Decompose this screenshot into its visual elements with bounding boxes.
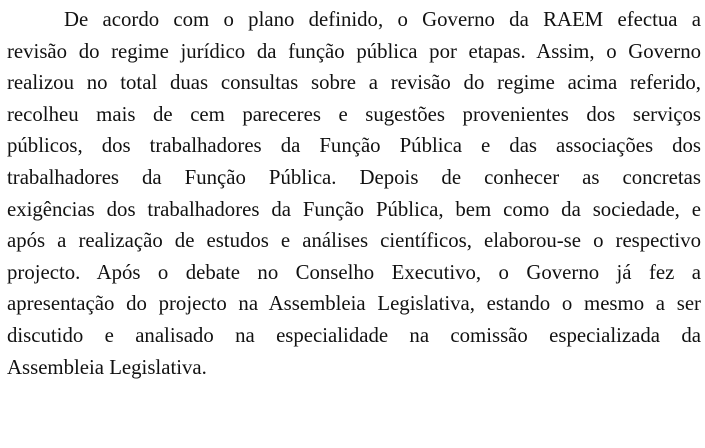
paragraph-line: trabalhadores da Função Pública. Depois de conhecer as concretas [7, 165, 701, 189]
paragraph-line: públicos, dos trabalhadores da Função Pública e das associações dos [7, 134, 701, 158]
paragraph-line: realizou no total duas consultas sobre a revisão do regime acima referido, [7, 71, 701, 95]
paragraph-line: recolheu mais de cem pareceres e sugestões provenientes dos serviços [7, 102, 701, 126]
paragraph-line: revisão do regime jurídico da função pública por etapas. Assim, o Governo [7, 39, 701, 63]
paragraph-line: após a realização de estudos e análises científicos, elaborou-se o respectivo [7, 229, 701, 253]
paragraph-line: Assembleia Legislativa. [7, 355, 207, 379]
paragraph-line: De acordo com o plano definido, o Governo da RAEM efectua a [64, 8, 701, 31]
body-paragraph [7, 4, 701, 383]
paragraph-line: discutido e analisado na especialidade na comissão especializada da [7, 323, 701, 347]
paragraph-line: apresentação do projecto na Assembleia Legislativa, estando o mesmo a ser [7, 292, 701, 316]
paragraph-line: projecto. Após o debate no Conselho Executivo, o Governo já fez a [7, 260, 701, 284]
paragraph-line: exigências dos trabalhadores da Função Pública, bem como da sociedade, e [7, 197, 701, 221]
